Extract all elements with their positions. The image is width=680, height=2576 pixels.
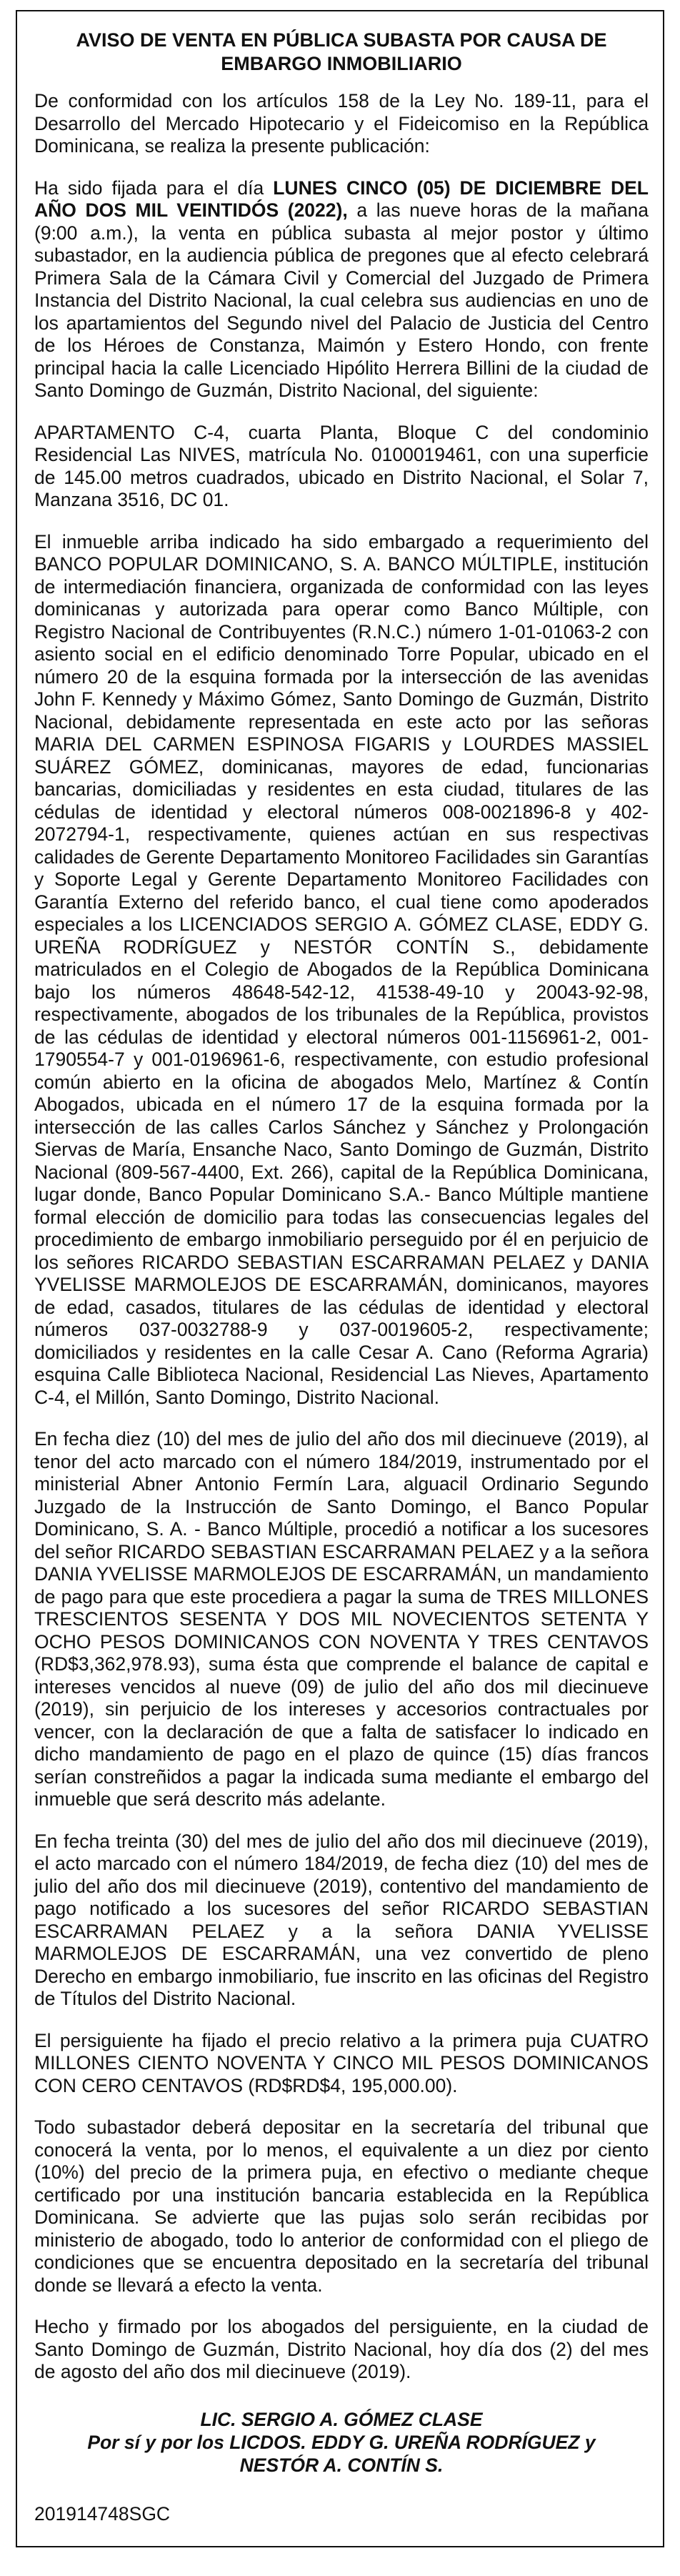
paragraph-auction-date (34, 177, 649, 402)
auction-date-lead: Ha sido fijada para el día (34, 177, 274, 199)
signature-line-3: NESTÓR A. CONTÍN S. (239, 2454, 444, 2476)
title-line-1: AVISO DE VENTA EN PÚBLICA SUBASTA POR CAUSA DE (76, 29, 607, 51)
auction-date-details: a las nueve horas de la mañana (9:00 a.m.), la venta en pública subasta al mejor postor y último subastador, en la audiencia pública de pregones que al efecto celebrará Primera Sala de la Cámara Civil y Comercial del Juzgado de Primera Instancia del Distrito Nacional, la cual celebra sus audiencias en uno de los apartamientos del Segundo nivel del Palacio de Justicia del Centro de los Héroes de Constanza, Maimón y Estero Hondo, con frente principal hacia la calle Licenciado Hipólito Herrera Billini de la ciudad de Santo Domingo de Guzmán, Distrito Nacional, del siguiente: (34, 199, 649, 401)
signature-line-2: Por sí y por los LICDOS. EDDY G. UREÑA RODRÍGUEZ y (87, 2431, 596, 2453)
signature-block (34, 2408, 649, 2477)
paragraph-registration: En fecha treinta (30) del mes de julio del año dos mil diecinueve (2019), el acto marcado con el número 184/2019, de fecha diez (10) del mes de julio del año dos mil diecinueve (2019), contentivo del mandamiento de pago notificado a los sucesores del señor RICARDO SEBASTIAN ESCARRAMAN PELAEZ y a la señora DANIA YVELISSE MARMOLEJOS DE ESCARRAMÁN, una vez convertido de pleno Derecho en embargo inmobiliario, fue inscrito en las oficinas del Registro de Títulos del Distrito Nacional. (34, 1830, 649, 2009)
paragraph-property: APARTAMENTO C-4, cuarta Planta, Bloque C del condominio Residencial Las NIVES, matrícula No. 0100019461, con una superficie de 145.00 metros cuadrados, ubicado en Distrito Nacional, el Solar 7, Manzana 3516, DC 01. (34, 421, 649, 510)
paragraph-seizure: El inmueble arriba indicado ha sido embargado a requerimiento del BANCO POPULAR DOMINICANO, S. A. BANCO MÚLTIPLE, institución de intermediación financiera, organizada de conformidad con las leyes dominicanas y autorizada para operar como Banco Múltiple, con Registro Nacional de Contribuyentes (R.N.C.) número 1-01-01063-2 con asiento social en el edificio denominado Torre Popular, ubicado en el número 20 de la esquina formada por la intersección de las avenidas John F. Kennedy y Máximo Gómez, Santo Domingo de Guzmán, Distrito Nacional, debidamente representada en este acto por las señoras MARIA DEL CARMEN ESPINOSA FIGARIS y LOURDES MASSIEL SUÁREZ GÓMEZ, dominicanas, mayores de edad, funcionarias bancarias, domiciliadas y residentes en esta ciudad, titulares de las cédulas de identidad y electoral números 008-0021896-8 y 402-2072794-1, respectivamente, quienes actúan en sus respectivas calidades de Gerente Departamento Monitoreo Facilidades sin Garantías y Soporte Legal y Gerente Departamento Monitoreo Facilidades con Garantía Externo del referido banco, el cual tiene como apoderados especiales a los LICENCIADOS SERGIO A. GÓMEZ CLASE, EDDY G. UREÑA RODRÍGUEZ y NESTÓR CONTÍN S., debidamente matriculados en el Colegio de Abogados de la República Dominicana bajo los números 48648-542-12, 41538-49-10 y 20043-92-98, respectivamente, abogados de los tribunales de la República, provistos de las cédulas de identidad y electoral números 001-1156961-2, 001-1790554-7 y 001-0196961-6, respectivamente, con estudio profesional común abierto en la oficina de abogados Melo, Martínez & Contín Abogados, ubicada en el número 17 de la esquina formada por la intersección de las calles Carlos Sánchez y Sánchez y Prolongación Siervas de María, Ensanche Naco, Santo Domingo de Guzmán, Distrito Nacional (809-567-4400, Ext. 266), capital de la República Dominicana, lugar donde, Banco Popular Dominicano S.A.- Banco Múltiple mantiene formal elección de domicilio para todas las consecuencias legales del procedimiento de embargo inmobiliario perseguido por él en perjuicio de los señores RICARDO SEBASTIAN ESCARRAMAN PELAEZ y DANIA YVELISSE MARMOLEJOS DE ESCARRAMÁN, dominicanos, mayores de edad, casados, titulares de las cédulas de identidad y electoral números 037-0032788-9 y 037-0019605-2, respectivamente; domiciliados y residentes en la calle Cesar A. Cano (Reforma Agraria) esquina Calle Biblioteca Nacional, Residencial Las Nieves, Apartamento C-4, el Millón, Santo Domingo, Distrito Nacional. (34, 530, 649, 1408)
paragraph-first-bid: El persiguiente ha fijado el precio relativo a la primera puja CUATRO MILLONES CIENTO NOVENTA Y CINCO MIL PESOS DOMINICANOS CON CERO CENTAVOS (RD$RD$4, 195,000.00). (34, 2029, 649, 2096)
notice-title (34, 29, 649, 76)
paragraph-intro: De conformidad con los artículos 158 de la Ley No. 189-11, para el Desarrollo del Mercado Hipotecario y el Fideicomiso en la República Dominicana, se realiza la presente publicación: (34, 90, 649, 157)
paragraph-payment-order: En fecha diez (10) del mes de julio del año dos mil diecinueve (2019), al tenor del acto marcado con el número 184/2019, instrumentado por el ministerial Abner Antonio Fermín Lara, alguacil Ordinario Segundo Juzgado de la Instrucción de Santo Domingo, el Banco Popular Dominicano, S. A. - Banco Múltiple, procedió a notificar a los sucesores del señor RICARDO SEBASTIAN ESCARRAMAN PELAEZ y a la señora DANIA YVELISSE MARMOLEJOS DE ESCARRAMÁN, un mandamiento de pago para que este procediera a pagar la suma de TRES MILLONES TRESCIENTOS SESENTA Y DOS MIL NOVECIENTOS SETENTA Y OCHO PESOS DOMINICANOS CON NOVENTA Y TRES CENTAVOS (RD$3,362,978.93), suma ésta que comprende el balance de capital e intereses vencidos al nueve (09) de julio del año dos mil diecinueve (2019), sin perjuicio de los intereses y accesorios contractuales por vencer, con la declaración de que a falta de satisfacer lo indicado en dicho mandamiento de pago en el plazo de quince (15) días francos serían constreñidos a pagar la indicada suma mediante el embargo del inmueble que será descrito más adelante. (34, 1428, 649, 1810)
paragraph-signed: Hecho y firmado por los abogados del persiguiente, en la ciudad de Santo Domingo de Guzmán, Distrito Nacional, hoy día dos (2) del mes de agosto del año dos mil diecinueve (2019). (34, 2316, 649, 2382)
reference-code: 201914748SGC (34, 2502, 171, 2525)
auction-date: LUNES CINCO (05) DE DICIEMBRE DEL AÑO DOS MIL VEINTIDÓS (2022), (34, 177, 649, 221)
paragraph-deposit: Todo subastador deberá depositar en la secretaría del tribunal que conocerá la venta, por lo menos, el equivalente a un diez por ciento (10%) del precio de la primera puja, en efectivo o mediante cheque certificado por una institución bancaria establecida en la República Dominicana. Se advierte que las pujas solo serán recibidas por ministerio de abogado, todo lo anterior de conformidad con el pliego de condiciones que se encuentra depositado en la secretaría del tribunal donde se llevará a efecto la venta. (34, 2116, 649, 2296)
notice-frame (16, 10, 664, 2547)
signature-line-1: LIC. SERGIO A. GÓMEZ CLASE (200, 2408, 483, 2430)
title-line-2: EMBARGO INMOBILIARIO (221, 53, 462, 74)
